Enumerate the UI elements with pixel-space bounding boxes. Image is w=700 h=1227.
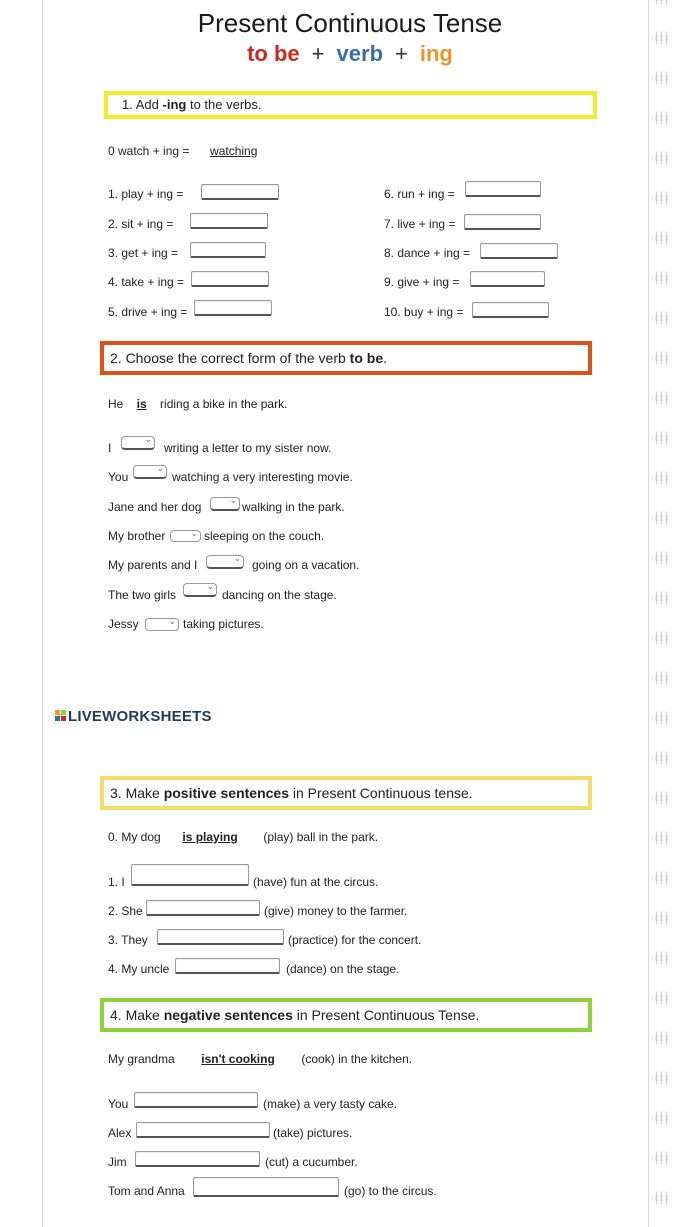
section-4-heading [110, 1007, 479, 1023]
page-edge-left [42, 0, 43, 1227]
s2-sentence-start: The two girls [108, 588, 177, 602]
liveworksheets-logo [55, 708, 212, 725]
s3-answer-input-3[interactable] [157, 929, 284, 945]
example-answer: is playing [182, 830, 238, 844]
s3-answer-input-2[interactable] [146, 900, 260, 916]
s1-item-label: 3. get + ing = [108, 246, 179, 260]
s3-answer-input-1[interactable] [131, 864, 249, 886]
section-2-example [108, 397, 287, 411]
s3-sentence-start: 1. I [108, 875, 125, 889]
s1-item-label: 9. give + ing = [384, 275, 460, 289]
example-answer: isn't cooking [201, 1052, 275, 1066]
example-after: (play) ball in the park. [263, 830, 379, 844]
s2-sentence-start: You [108, 470, 129, 484]
heading-bold: positive sentences [163, 785, 289, 801]
s2-verb-dropdown-6[interactable] [183, 583, 217, 597]
formula-plus-1: + [311, 41, 325, 66]
formula-verb: verb [336, 41, 384, 66]
page-edge-right [648, 0, 649, 1227]
s1-item-label: 2. sit + ing = [108, 217, 174, 231]
example-prompt: 0 watch + ing = [108, 144, 190, 158]
heading-prefix: 2. Choose the correct form of the verb [110, 350, 346, 366]
formula-to-be: to be [247, 41, 300, 66]
s4-sentence-end: (cut) a cucumber. [265, 1155, 358, 1169]
s1-answer-input-3[interactable] [190, 242, 266, 258]
section-2-heading-box [100, 341, 592, 375]
s4-sentence-end: (go) to the circus. [344, 1184, 437, 1198]
s3-sentence-end: (dance) on the stage. [286, 962, 400, 976]
s1-item-label: 10. buy + ing = [384, 305, 464, 319]
heading-suffix: in Present Continuous tense. [292, 785, 473, 801]
section-3-heading-box [100, 776, 592, 810]
example-after: (cook) in the kitchen. [301, 1052, 413, 1066]
s1-answer-input-4[interactable] [191, 271, 269, 287]
example-before: He [108, 397, 124, 411]
example-before: My grandma [108, 1052, 175, 1066]
heading-suffix: in Present Continuous Tense. [296, 1007, 480, 1023]
section-2-heading [110, 350, 387, 366]
s2-verb-dropdown-4[interactable] [170, 530, 201, 542]
section-3-example [108, 830, 378, 844]
chevron-down-icon: ⌄ [168, 616, 176, 626]
heading-prefix: 1. Add [122, 97, 159, 112]
s3-sentence-end: (have) fun at the circus. [253, 875, 379, 889]
s4-sentence-start: You [108, 1097, 129, 1111]
s1-answer-input-10[interactable] [472, 302, 549, 318]
formula-plus-2: + [395, 41, 408, 66]
section-1-example [108, 144, 269, 158]
margin-dots [652, 0, 670, 1227]
s1-item-label: 4. take + ing = [108, 275, 185, 289]
s2-verb-dropdown-5[interactable] [206, 555, 244, 569]
s2-sentence-end: writing a letter to my sister now. [164, 441, 332, 455]
liveworksheets-logo-icon [55, 710, 67, 722]
s1-item-label: 1. play + ing = [108, 187, 184, 201]
chevron-down-icon: ⌄ [229, 495, 237, 505]
page-title: Present Continuous Tense [197, 8, 503, 38]
s2-verb-dropdown-3[interactable] [210, 497, 240, 511]
heading-bold: to be [349, 350, 384, 366]
s1-answer-input-6[interactable] [465, 181, 541, 197]
s4-sentence-start: Tom and Anna [108, 1184, 185, 1198]
s3-sentence-start: 2. She [108, 904, 143, 918]
s2-verb-dropdown-7[interactable] [145, 618, 179, 631]
s2-sentence-start: I [108, 441, 112, 455]
s1-answer-input-8[interactable] [480, 243, 558, 259]
s3-sentence-start: 4. My uncle [108, 962, 170, 976]
section-1-heading [122, 97, 262, 112]
s1-answer-input-7[interactable] [464, 214, 541, 230]
example-answer: watching [210, 144, 258, 158]
s2-sentence-end: taking pictures. [183, 617, 264, 631]
chevron-down-icon: ⌄ [156, 463, 164, 473]
chevron-down-icon: ⌄ [206, 581, 214, 591]
s4-answer-input-1[interactable] [134, 1092, 258, 1108]
s3-sentence-end: (practice) for the concert. [288, 933, 422, 947]
s4-answer-input-4[interactable] [193, 1177, 339, 1197]
s1-item-label: 8. dance + ing = [384, 246, 471, 260]
example-before: 0. My dog [108, 830, 161, 844]
s4-sentence-start: Jim [108, 1155, 127, 1169]
s2-sentence-start: Jessy [108, 617, 139, 631]
s2-sentence-start: My brother [108, 529, 166, 543]
heading-suffix: to the verbs. [189, 97, 262, 112]
s2-sentence-end: watching a very interesting movie. [172, 470, 353, 484]
section-4-heading-box [100, 998, 592, 1032]
s1-item-label: 7. live + ing = [384, 217, 456, 231]
s1-answer-input-9[interactable] [470, 271, 545, 287]
heading-suffix: . [383, 350, 388, 366]
s1-item-label: 5. drive + ing = [108, 305, 188, 319]
tense-formula [0, 41, 700, 67]
chevron-down-icon: ⌄ [233, 553, 241, 563]
s1-item-label: 6. run + ing = [384, 187, 455, 201]
s4-sentence-start: Alex [108, 1126, 132, 1140]
s2-sentence-start: My parents and I [108, 558, 198, 572]
heading-bold: -ing [162, 97, 187, 112]
s2-sentence-end: going on a vacation. [252, 558, 360, 572]
example-after: riding a bike in the park. [160, 397, 288, 411]
s3-sentence-end: (give) money to the farmer. [264, 904, 408, 918]
s2-sentence-start: Jane and her dog [108, 500, 202, 514]
s1-answer-input-1[interactable] [201, 184, 279, 200]
s2-sentence-end: walking in the park. [242, 500, 345, 514]
s4-answer-input-3[interactable] [135, 1151, 260, 1167]
s3-answer-input-4[interactable] [175, 958, 280, 974]
chevron-down-icon: ⌄ [144, 434, 152, 444]
example-answer: is [136, 397, 147, 411]
s2-verb-dropdown-2[interactable] [133, 465, 167, 479]
chevron-down-icon: ⌄ [190, 528, 198, 538]
logo-text: LIVEWORKSHEETS [68, 708, 212, 725]
section-4-example [108, 1052, 412, 1066]
heading-prefix: 3. Make [110, 785, 160, 801]
s4-sentence-end: (make) a very tasty cake. [263, 1097, 398, 1111]
s2-sentence-end: sleeping on the couch. [204, 529, 325, 543]
s2-verb-dropdown-1[interactable] [121, 436, 155, 450]
heading-prefix: 4. Make [110, 1007, 160, 1023]
s1-answer-input-5[interactable] [194, 300, 272, 316]
heading-bold: negative sentences [163, 1007, 293, 1023]
s4-answer-input-2[interactable] [136, 1122, 270, 1138]
s3-sentence-start: 3. They [108, 933, 148, 947]
formula-ing: ing [419, 41, 453, 66]
section-3-heading [110, 785, 473, 801]
s4-sentence-end: (take) pictures. [273, 1126, 353, 1140]
s2-sentence-end: dancing on the stage. [222, 588, 337, 602]
section-1-heading-box [104, 91, 597, 119]
s1-answer-input-2[interactable] [190, 213, 268, 229]
